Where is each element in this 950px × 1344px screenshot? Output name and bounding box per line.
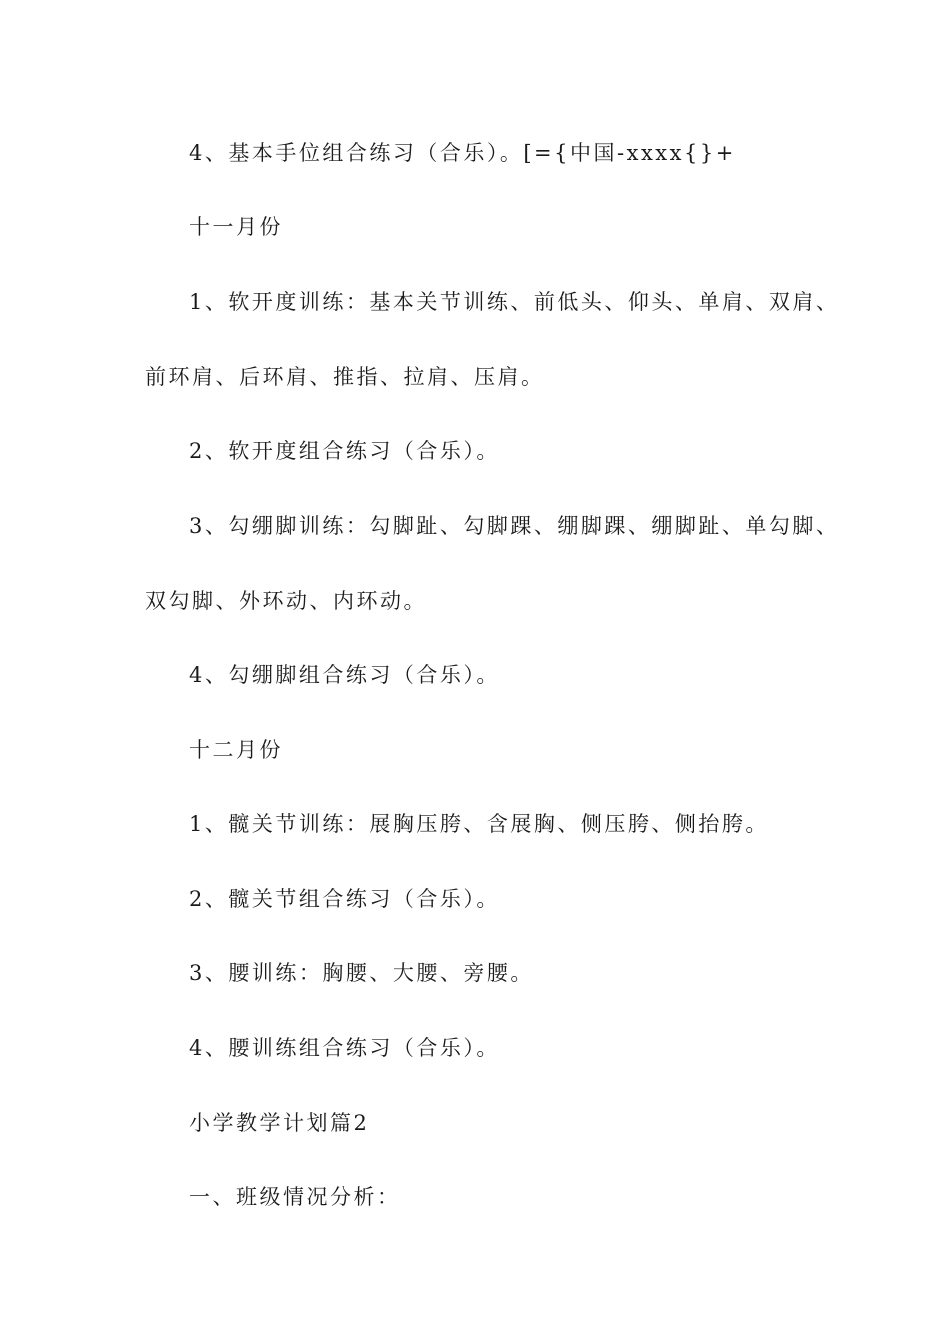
paragraph-hip-training: 1、髋关节训练：展胸压胯、含展胸、侧压胯、侧抬胯。 [189,812,769,836]
paragraph-waist-training: 3、腰训练：胸腰、大腰、旁腰。 [189,961,534,985]
paragraph-flexibility-training: 1、软开度训练：基本关节训练、前低头、仰头、单肩、双肩、 [189,290,840,314]
heading-class-analysis: 一、班级情况分析： [189,1185,401,1209]
paragraph-hip-combo: 2、髋关节组合练习（合乐）。 [189,887,500,911]
paragraph-flexibility-combo: 2、软开度组合练习（合乐）。 [189,439,500,463]
paragraph-foot-training: 3、勾绷脚训练：勾脚趾、勾脚踝、绷脚踝、绷脚趾、单勾脚、 [189,514,840,538]
section-title-plan-2: 小学教学计划篇2 [189,1111,370,1135]
paragraph-foot-combo: 4、勾绷脚组合练习（合乐）。 [189,663,500,687]
paragraph-foot-training-cont: 双勾脚、外环动、内环动。 [145,589,427,613]
heading-november: 十一月份 [189,215,283,239]
heading-december: 十二月份 [189,738,283,762]
paragraph-flexibility-training-cont: 前环肩、后环肩、推指、拉肩、压肩。 [145,365,545,389]
paragraph-waist-combo: 4、腰训练组合练习（合乐）。 [189,1036,500,1060]
paragraph-hand-position-combo: 4、基本手位组合练习（合乐）。[={中国-xxxx{}+ [189,141,736,165]
